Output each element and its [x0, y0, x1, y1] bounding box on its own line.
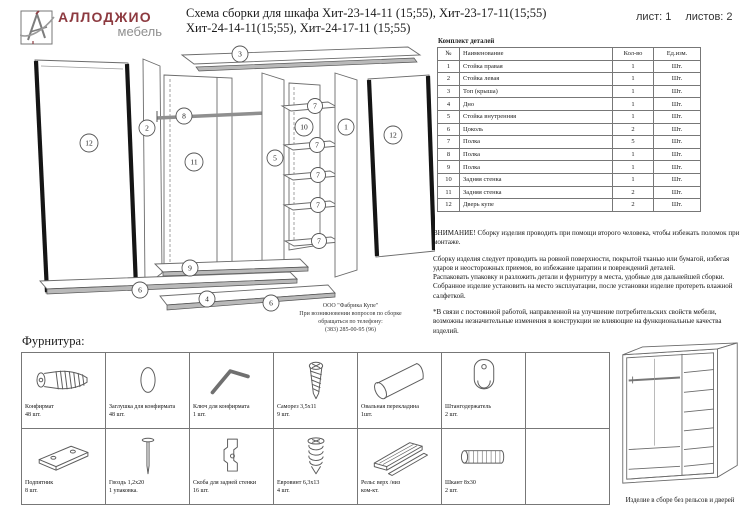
part-callout [312, 234, 327, 249]
svg-text:7: 7 [316, 170, 320, 180]
hardware-label: Шкант 8х30 2 шт. [445, 480, 476, 494]
rail-icon [358, 429, 441, 480]
table-cell: Полка [460, 136, 613, 149]
table-cell: Дверь купе [460, 199, 613, 212]
svg-text:6: 6 [138, 285, 142, 295]
table-row [438, 173, 701, 186]
factory-phone: (383) 285-00-95 (96) [325, 327, 376, 334]
column-header: Ед.изм. [654, 48, 701, 61]
hardware-label: Штангодержатель 2 шт. [445, 404, 492, 418]
hardware-cell [442, 429, 526, 505]
page-title [186, 6, 586, 36]
hardware-cell [190, 429, 274, 505]
table-cell: 1 [613, 73, 654, 86]
table-cell: Топ (крыша) [460, 85, 613, 98]
svg-text:7: 7 [316, 200, 320, 210]
table-cell: 2 [613, 123, 654, 136]
hardware-cell [22, 429, 106, 505]
part-callout [267, 150, 283, 166]
table-cell: 1 [613, 85, 654, 98]
table-cell: Шт. [654, 110, 701, 123]
hardware-cell [358, 353, 442, 429]
part-callout [182, 260, 198, 276]
hardware-cell [442, 353, 526, 429]
table-cell: Шт. [654, 186, 701, 199]
table-row [438, 199, 701, 212]
column-header: № [438, 48, 460, 61]
part-callout [199, 291, 215, 307]
hardware-cell [358, 429, 442, 505]
table-cell: Стойка левая [460, 73, 613, 86]
table-cell: Шт. [654, 148, 701, 161]
table-cell: 1 [613, 98, 654, 111]
sheets-total: листов: 2 [685, 11, 733, 23]
hardware-row1 [22, 353, 610, 429]
part-callout [80, 134, 98, 152]
table-row [438, 148, 701, 161]
svg-text:12: 12 [389, 130, 397, 140]
svg-text:4: 4 [205, 294, 209, 304]
table-cell: Шт. [654, 85, 701, 98]
notice-paragraph: Распаковать упаковку и разложить детали и фурнитуру в места, удобные для дальнейшей сборки. [433, 273, 725, 282]
assembly-notices [433, 229, 743, 336]
factory-note-line: обращаться по телефону: [318, 319, 383, 326]
hex-key-icon [190, 353, 273, 404]
table-cell: Шт. [654, 73, 701, 86]
svg-text:7: 7 [313, 101, 317, 111]
notice-paragraph: Сборку изделия следует проводить на ровной поверхности, покрытой тканью или бумагой, избегая ударов и неосторожных приемов, во избежание царапин и повреждений деталей. [433, 254, 730, 272]
svg-text:9: 9 [188, 263, 192, 273]
table-cell: 1 [613, 110, 654, 123]
dowel-icon [442, 429, 525, 480]
svg-text:3: 3 [238, 49, 242, 59]
table-cell: 2 [613, 199, 654, 212]
factory-contact-note [278, 302, 423, 334]
table-cell: Шт. [654, 199, 701, 212]
part-callout [139, 120, 155, 136]
exploded-assembly-diagram [10, 45, 435, 340]
table-cell: Дно [460, 98, 613, 111]
table-cell: 7 [438, 136, 460, 149]
svg-text:8: 8 [182, 111, 186, 121]
svg-text:7: 7 [315, 140, 319, 150]
table-cell: Стойка правая [460, 60, 613, 73]
part-callout [232, 46, 248, 62]
table-cell: Шт. [654, 98, 701, 111]
part-callout [311, 168, 326, 183]
column-header: Кол-во [613, 48, 654, 61]
svg-text:2: 2 [145, 123, 149, 133]
rod-holder-icon [442, 353, 525, 404]
hardware-label: Рельс верх /низ ком-кт. [361, 480, 401, 494]
hardware-cell [274, 429, 358, 505]
hardware-cell-empty [526, 429, 610, 505]
table-cell: 10 [438, 173, 460, 186]
hardware-label: Ключ для конфирмата 1 шт. [193, 404, 250, 418]
table-cell: Стойка внутренняя [460, 110, 613, 123]
table-cell: Задняя стенка [460, 173, 613, 186]
table-cell: 5 [438, 110, 460, 123]
hardware-row2 [22, 429, 610, 505]
parts-table-head-row [438, 48, 701, 61]
table-cell: 2 [613, 186, 654, 199]
table-row [438, 110, 701, 123]
factory-name: ООО "Фабрика Купе" [322, 303, 379, 309]
hardware-label: Гвоздь 1,2х20 1 упаковка. [109, 480, 145, 494]
brand-name: АЛЛОДЖИО [58, 9, 152, 25]
table-cell: 9 [438, 161, 460, 174]
assembled-product-view [612, 341, 748, 504]
assembled-wardrobe-drawing [612, 341, 748, 491]
assembled-caption: Изделие в сборе без рельсов и дверей [625, 497, 735, 504]
svg-text:7: 7 [317, 236, 321, 246]
table-cell: 1 [613, 148, 654, 161]
oval-crossbar-icon [358, 353, 441, 404]
hardware-cell [106, 429, 190, 505]
hardware-label: Скоба для задней стенки 16 шт. [193, 480, 257, 494]
part-callout [384, 126, 402, 144]
part-callout [338, 119, 354, 135]
part-callout [263, 295, 279, 311]
table-cell: 6 [438, 123, 460, 136]
notice-disclaimer: *В связи с постоянной работой, направленной на улучшение потребительских свойств мебели, возможны незначительные изменения в конструкции не влияющие на функциональные качества изделий. [433, 308, 722, 335]
confirmat-cap-icon [106, 353, 189, 404]
part-callout [132, 282, 148, 298]
table-cell: Шт. [654, 136, 701, 149]
svg-text:12: 12 [85, 138, 93, 148]
hardware-cell [106, 353, 190, 429]
table-row [438, 161, 701, 174]
hardware-cell [274, 353, 358, 429]
table-row [438, 98, 701, 111]
table-row [438, 123, 701, 136]
factory-note-line: При возникновении вопросов по сборке [299, 311, 402, 318]
table-cell: 5 [613, 136, 654, 149]
hardware-label: Саморез 3,5х11 9 шт. [277, 404, 317, 418]
parts-table [437, 47, 701, 212]
table-cell: Полка [460, 161, 613, 174]
sheet-number: лист: 1 [636, 11, 672, 23]
parts-table-body [438, 60, 701, 211]
column-header: Наименование [460, 48, 613, 61]
company-logo-icon [20, 8, 55, 46]
table-row [438, 85, 701, 98]
warning-text: ВНИМАНИЕ! Сборку изделия проводить при помощи второго человека, чтобы избежать поломок при монтаже. [433, 229, 740, 247]
table-cell: 1 [613, 161, 654, 174]
part-callout [308, 99, 323, 114]
table-cell: Шт. [654, 161, 701, 174]
floor-glide-icon [22, 429, 105, 480]
svg-text:10: 10 [300, 122, 308, 132]
table-row [438, 73, 701, 86]
back-panel-clip-icon [190, 429, 273, 480]
table-row [438, 60, 701, 73]
table-cell: Цоколь [460, 123, 613, 136]
table-cell: 11 [438, 186, 460, 199]
parts-list-title: Комплект деталей [438, 38, 495, 45]
table-cell: 4 [438, 98, 460, 111]
part-callout [295, 118, 313, 136]
table-cell: 1 [613, 60, 654, 73]
table-cell: Задняя стенка [460, 186, 613, 199]
parts-list [437, 38, 701, 212]
hardware-grid [21, 352, 610, 505]
table-cell: 12 [438, 199, 460, 212]
confirmat-screw-icon [22, 353, 105, 404]
table-cell: 1 [613, 173, 654, 186]
hardware-label: Заглушка для конфирмата 48 шт. [109, 404, 176, 418]
svg-text:5: 5 [273, 153, 277, 163]
hardware-section-title: Фурнитура: [22, 334, 85, 348]
table-cell: Шт. [654, 123, 701, 136]
table-cell: Шт. [654, 60, 701, 73]
hardware-cell-empty [526, 353, 610, 429]
euro-screw-icon [274, 429, 357, 480]
title-line-1: Схема сборки для шкафа Хит-23-14-11 (15;55), Хит-23-17-11(15;55) [186, 6, 547, 20]
hardware-cell [190, 353, 274, 429]
sheet-counter [636, 11, 747, 23]
brand-subtitle: мебель [117, 24, 162, 39]
hardware-label: Евровинт 6,3х13 4 шт. [277, 480, 320, 494]
self-tapping-screw-icon [274, 353, 357, 404]
hardware-label: Подпятник 8 шт. [25, 480, 54, 494]
title-line-2: Хит-24-14-11(15;55), Хит-24-17-11 (15;55) [186, 21, 411, 35]
hardware-label: Овальная перекладина 1шт. [361, 404, 419, 418]
part-callout [310, 138, 325, 153]
hardware-cell [22, 353, 106, 429]
table-cell: 2 [438, 73, 460, 86]
table-cell: Шт. [654, 173, 701, 186]
table-cell: 1 [438, 60, 460, 73]
notice-paragraph: Собранное изделие установить на место эксплуатации, после установки изделие протереть влажной салфеткой. [433, 282, 733, 300]
svg-text:6: 6 [269, 298, 273, 308]
table-row [438, 136, 701, 149]
table-cell: 3 [438, 85, 460, 98]
hardware-label: Конфирмат 48 шт. [25, 404, 54, 418]
part-callout [176, 108, 192, 124]
table-row [438, 186, 701, 199]
svg-text:11: 11 [190, 157, 198, 167]
nail-icon [106, 429, 189, 480]
part-callout [311, 198, 326, 213]
table-cell: 8 [438, 148, 460, 161]
svg-text:1: 1 [344, 122, 348, 132]
table-cell: Полка [460, 148, 613, 161]
part-callout [185, 153, 203, 171]
